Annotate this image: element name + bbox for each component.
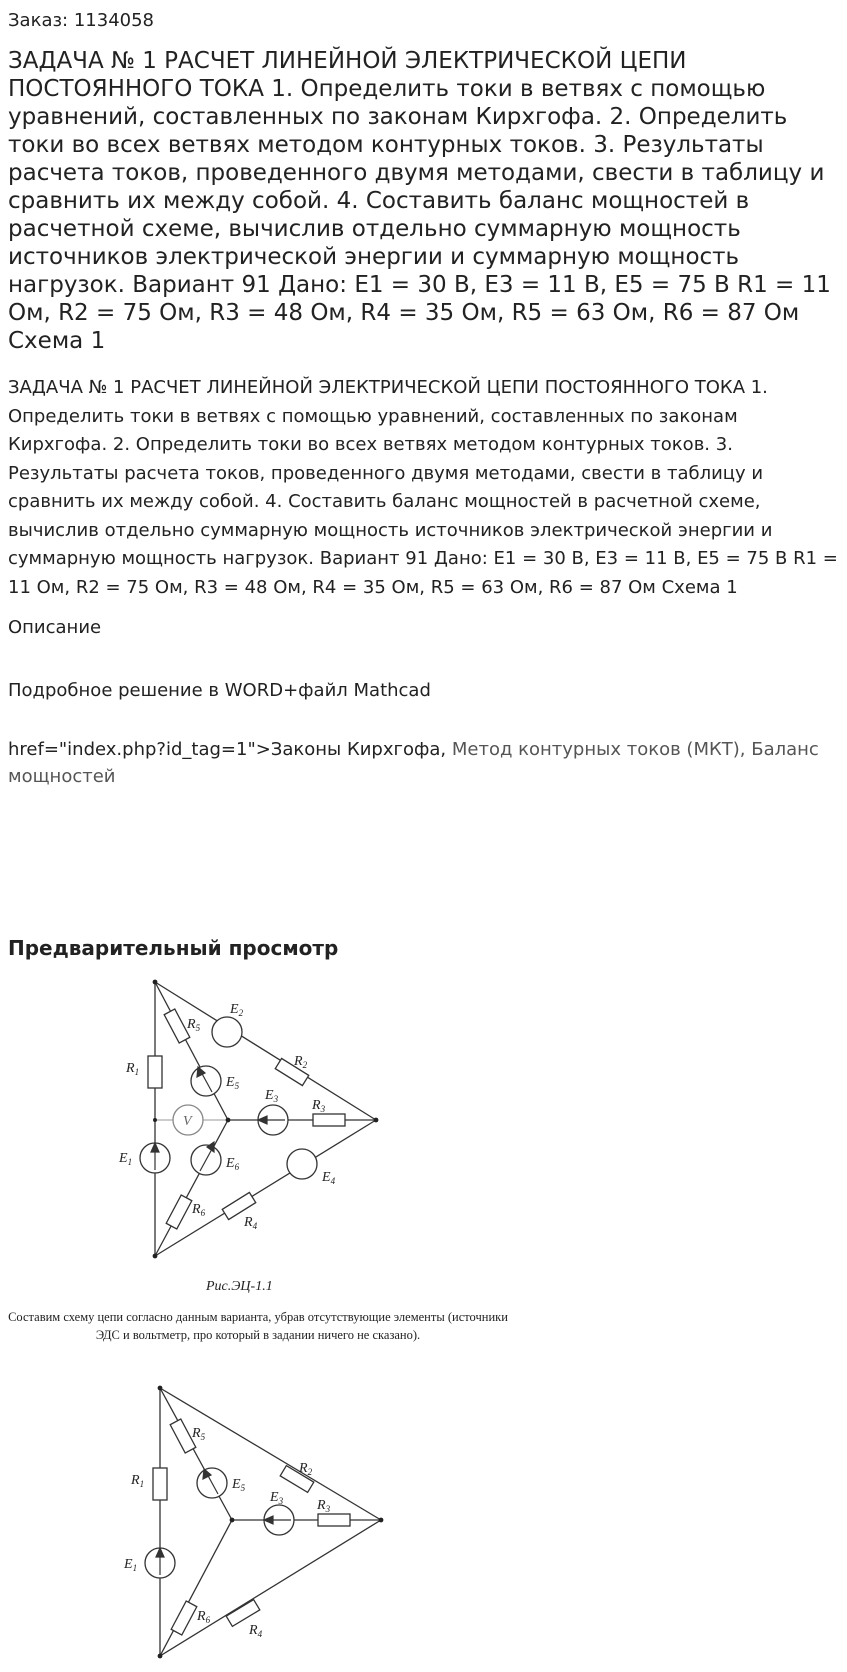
resistor-r3-simplified: [318, 1514, 350, 1526]
resistor-r3: [313, 1114, 345, 1126]
order-line: [8, 10, 154, 32]
label-r4-simplified: $R_4$: [249, 1623, 263, 1639]
circuit-diagram-1: [8, 976, 508, 1276]
label-e1-simplified: $E_1$: [124, 1557, 138, 1573]
label-e3-simplified: $E_3$: [270, 1490, 284, 1506]
tags-prefix: href="index.php?id_tag=1">Законы Кирхгофа,: [8, 739, 447, 760]
tag-link-power-balance[interactable]: Баланс мощностей: [8, 739, 819, 787]
solution-text: Подробное решение в WORD+файл Mathcad: [8, 680, 431, 701]
label-r1: $R_1$: [126, 1061, 140, 1077]
preview-figure-1: [8, 976, 508, 1276]
label-r4: $R_4$: [244, 1215, 258, 1231]
label-e5: $E_5$: [226, 1075, 240, 1091]
label-r3-simplified: $R_3$: [317, 1498, 331, 1514]
source-e4: [287, 1149, 317, 1179]
label-e2: $E_2$: [230, 1002, 244, 1018]
order-number: 1134058: [73, 10, 155, 31]
resistor-r6: [166, 1195, 192, 1229]
label-r2: $R_2$: [294, 1054, 308, 1070]
label-r6-simplified: $R_6$: [197, 1609, 211, 1625]
resistor-r1: [148, 1056, 162, 1088]
resistor-r6-simplified: [171, 1601, 197, 1635]
label-e4: $E_4$: [322, 1170, 336, 1186]
label-e5-simplified: $E_5$: [232, 1477, 246, 1493]
figure-caption: Рис.ЭЦ-1.1: [206, 1279, 273, 1294]
label-voltmeter: V: [183, 1114, 192, 1129]
label-e3: $E_3$: [265, 1088, 279, 1104]
source-e2: [212, 1017, 242, 1047]
tags-line: [8, 736, 839, 790]
resistor-r1-simplified: [153, 1468, 167, 1500]
page-title: ЗАДАЧА № 1 РАСЧЕТ ЛИНЕЙНОЙ ЭЛЕКТРИЧЕСКОЙ ЦЕПИ ПОСТОЯННОГО ТОКА 1. Определить токи в ветвях с помощью уравнений, составленных по законам Кирхгофа. 2. Определить токи во всех ветвях методом контурных токов. 3. Результаты расчета токов, проведенного двумя методами, свести в таблицу и сравнить их между собой. 4. Составить баланс мощностей в расчетной схеме, вычислив отдельно суммарную мощность источников электрической энергии и суммарную мощность нагрузок. Вариант 91 Дано: E1 = 30 В, E3 = 11 В, E5 = 75 В R1 = 11 Ом, R2 = 75 Ом, R3 = 48 Ом, R4 = 35 Ом, R5 = 63 Ом, R6 = 87 Ом Схема 1: [8, 48, 831, 354]
label-r6: $R_6$: [192, 1202, 206, 1218]
label-r2-simplified: $R_2$: [299, 1461, 313, 1477]
resistor-r5: [164, 1009, 190, 1043]
description-text: ЗАДАЧА № 1 РАСЧЕТ ЛИНЕЙНОЙ ЭЛЕКТРИЧЕСКОЙ ЦЕПИ ПОСТОЯННОГО ТОКА 1. Определить токи в ветвях с помощью уравнений, составленных по законам Кирхгофа. 2. Определить токи во всех ветвях методом контурных токов. 3. Результаты расчета токов, проведенного двумя методами, свести в таблицу и сравнить их между собой. 4. Составить баланс мощностей в расчетной схеме, вычислив отдельно суммарную мощность источников электрической энергии и суммарную мощность нагрузок. Вариант 91 Дано: E1 = 30 В, E3 = 11 В, E5 = 75 В R1 = 11 Ом, R2 = 75 Ом, R3 = 48 Ом, R4 = 35 Ом, R5 = 63 Ом, R6 = 87 Ом Схема 1: [8, 377, 838, 598]
label-e1: $E_1$: [119, 1151, 133, 1167]
label-r5-simplified: $R_5$: [192, 1426, 206, 1442]
preview-heading: Предварительный просмотр: [8, 936, 339, 960]
scan-note: Составим схему цепи согласно данным варианта, убрав отсутствующие элементы (источники ЭДС и вольтметр, про который в задании ничего не сказано).: [8, 1310, 508, 1342]
circuit-diagram-2: [8, 1376, 508, 1672]
order-label: Заказ:: [8, 10, 69, 31]
label-e6: $E_6$: [226, 1156, 240, 1172]
label-r5: $R_5$: [187, 1017, 201, 1033]
label-r1-simplified: $R_1$: [131, 1473, 145, 1489]
tag-link-mkt[interactable]: Метод контурных токов (МКТ),: [451, 739, 746, 760]
description-heading: Описание: [8, 617, 102, 638]
preview-figure-2: [8, 1376, 508, 1672]
label-r3: $R_3$: [312, 1098, 326, 1114]
